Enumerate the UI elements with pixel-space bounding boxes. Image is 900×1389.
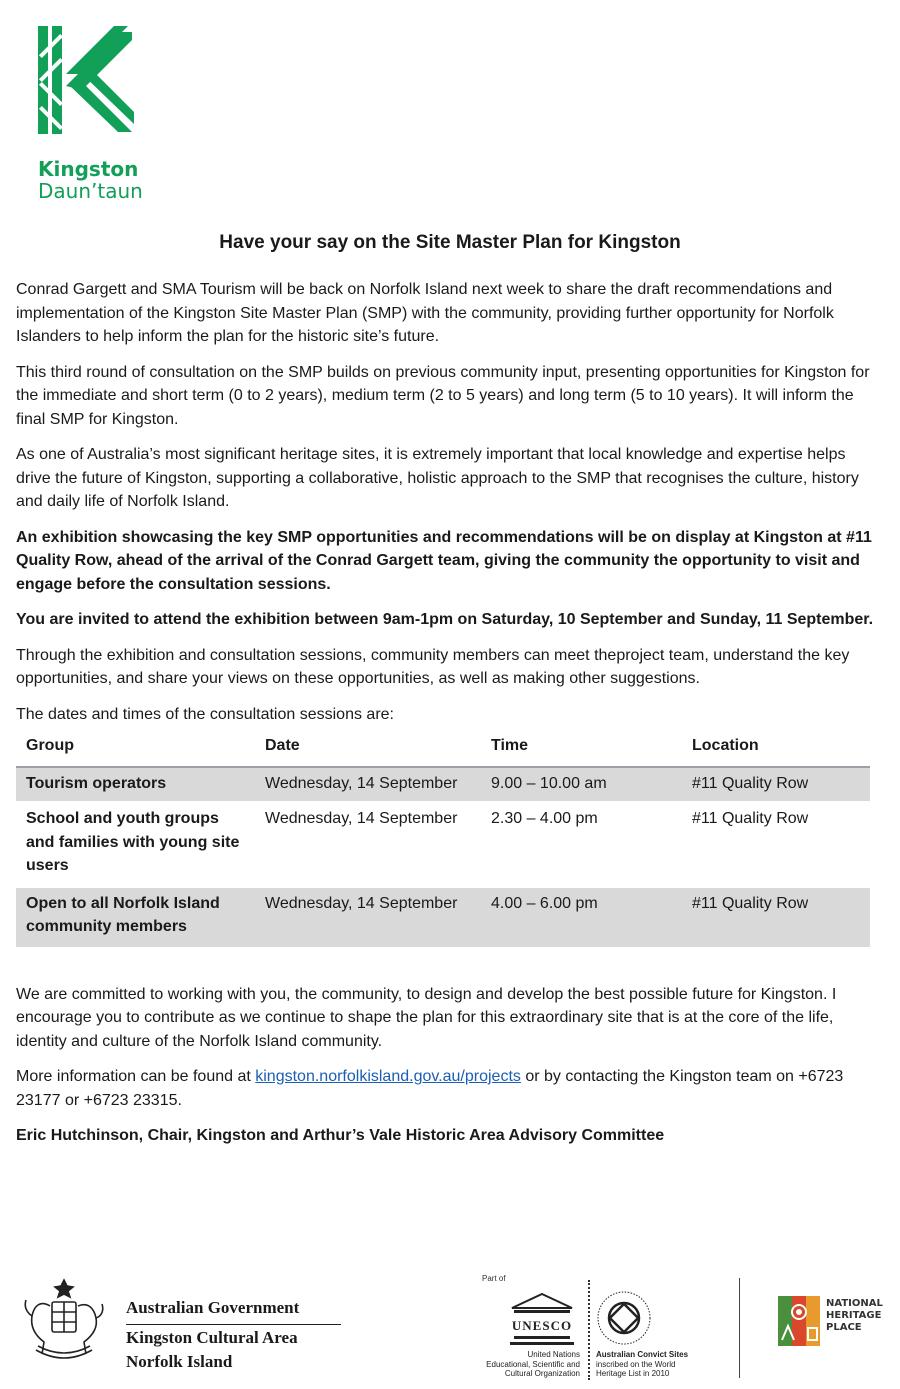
- cell-time: 9.00 – 10.00 am: [481, 767, 682, 802]
- paragraph-invitation: You are invited to attend the exhibition between 9am-1pm on Saturday, 10 September and Sunday, 11 September.: [16, 611, 874, 628]
- gov-name: Australian Government: [126, 1298, 341, 1325]
- paragraph-dates-lead: The dates and times of the consultation sessions are:: [16, 705, 394, 723]
- logo-line-kingston: Kingston: [38, 157, 139, 181]
- table-row: [16, 801, 870, 888]
- header-date: Date: [255, 730, 481, 767]
- kingston-wordmark: [38, 158, 143, 202]
- cell-date: Wednesday, 14 September: [265, 810, 458, 827]
- paragraph-heritage: As one of Australia’s most significant heritage sites, it is extremely important that local knowledge and expertise helps drive the future of Kingston, supporting a collaborative, holistic approach to the SMP that recognises the culture, history and daily life of Norfolk Island.: [16, 446, 859, 510]
- cell-group: Open to all Norfolk Island community members: [16, 888, 255, 947]
- cell-location: #11 Quality Row: [692, 810, 809, 827]
- unesco-full-name: [470, 1350, 580, 1379]
- unesco-wordmark: UNESCO: [511, 1318, 573, 1333]
- unesco-temple-logo: [510, 1292, 574, 1348]
- kingston-lattice-k-logo: [36, 24, 136, 139]
- nhp-wordmark: [826, 1298, 883, 1334]
- header-group: Group: [16, 730, 255, 767]
- paragraph-more-info: [16, 1065, 876, 1112]
- article-body: [16, 278, 876, 1160]
- cell-time: 2.30 – 4.00 pm: [491, 810, 598, 827]
- unesco-line-3: Cultural Organization: [504, 1369, 580, 1378]
- acs-line-2: inscribed on the World: [596, 1359, 676, 1369]
- cell-group: School and youth groups and families with young site users: [26, 810, 240, 874]
- paragraph-exhibition: An exhibition showcasing the key SMP opportunities and recommendations will be on display at Kingston at #11 Quality Row, ahead of the arrival of the Conrad Gargett team, giving the community the opportunity to visit and engage before the consultation sessions.: [16, 528, 872, 593]
- sessions-table: [16, 730, 870, 947]
- paragraph-sessions-intro: Through the exhibition and consultation sessions, community members can meet theproject team, understand the key opportunities, and share your views on these opportunities, as well as making other suggestions.: [16, 646, 850, 687]
- paragraph-intro: Conrad Gargett and SMA Tourism will be back on Norfolk Island next week to share the draft recommendations and implementation of the Kingston Site Master Plan (SMP) with the community, providing further opportunity for Norfolk Islanders to help inform the plan for the historic site’s future.: [16, 281, 834, 345]
- cell-date: Wednesday, 14 September: [255, 767, 481, 802]
- paragraph-commitment: We are committed to working with you, the community, to design and develop the best possible future for Kingston. I encourage you to contribute as we continue to shape the plan for this extraordinary site that is at the core of the life, identity and culture of the Norfolk Island community.: [16, 985, 837, 1050]
- header-location: Location: [682, 730, 870, 767]
- logo-line-dauntaun: Daun’taun: [38, 179, 143, 203]
- cell-location: #11 Quality Row: [682, 767, 870, 802]
- page-title: Have your say on the Site Master Plan for Kingston: [219, 232, 681, 253]
- national-heritage-place-icon: [778, 1296, 820, 1346]
- part-of-label: Part of: [482, 1274, 506, 1283]
- projects-link[interactable]: kingston.norfolkisland.gov.au/projects: [255, 1068, 521, 1085]
- commonwealth-coat-of-arms-icon: [14, 1276, 114, 1366]
- more-info-lead: More information can be found at: [16, 1068, 256, 1085]
- paragraph-third-round: This third round of consultation on the SMP builds on previous community input, presenting opportunities for Kingston for the immediate and short term (0 to 2 years), medium term (2 to 5 years) and long term (5 to 10 years). It will inform the final SMP for Kingston.: [16, 363, 870, 428]
- world-heritage-emblem-icon: [596, 1290, 652, 1346]
- cell-group: Tourism operators: [16, 767, 255, 802]
- table-row: [16, 767, 870, 802]
- nhp-line-3: PLACE: [826, 1322, 862, 1333]
- acs-line-3: Heritage List in 2010: [596, 1369, 670, 1378]
- unesco-world-heritage-logo: [470, 1274, 730, 1384]
- footer-logos: [0, 1268, 900, 1389]
- cell-date: Wednesday, 14 September: [255, 888, 481, 947]
- gov-island: Norfolk Island: [126, 1352, 233, 1371]
- kingston-logo: [36, 24, 156, 139]
- acs-line-1: Australian Convict Sites: [596, 1350, 689, 1359]
- header-time: Time: [481, 730, 682, 767]
- unesco-line-2: Educational, Scientific and: [486, 1359, 580, 1369]
- dotted-divider: [588, 1280, 590, 1380]
- vertical-divider: [739, 1278, 740, 1378]
- signature: Eric Hutchinson, Chair, Kingston and Arthur’s Vale Historic Area Advisory Committee: [16, 1127, 665, 1144]
- unesco-line-1: United Nations: [527, 1350, 580, 1359]
- nhp-line-1: NATIONAL: [826, 1298, 883, 1309]
- more-info-contact: or by contacting the Kingston team on +6723 23177 or +6723 23315.: [16, 1068, 844, 1109]
- table-header-row: [16, 730, 870, 767]
- nhp-line-2: HERITAGE: [826, 1310, 882, 1321]
- cell-location: #11 Quality Row: [682, 888, 870, 947]
- gov-area: Kingston Cultural Area: [126, 1328, 298, 1347]
- table-row: [16, 888, 870, 947]
- cell-time: 4.00 – 6.00 pm: [481, 888, 682, 947]
- australian-convict-sites: [596, 1350, 736, 1379]
